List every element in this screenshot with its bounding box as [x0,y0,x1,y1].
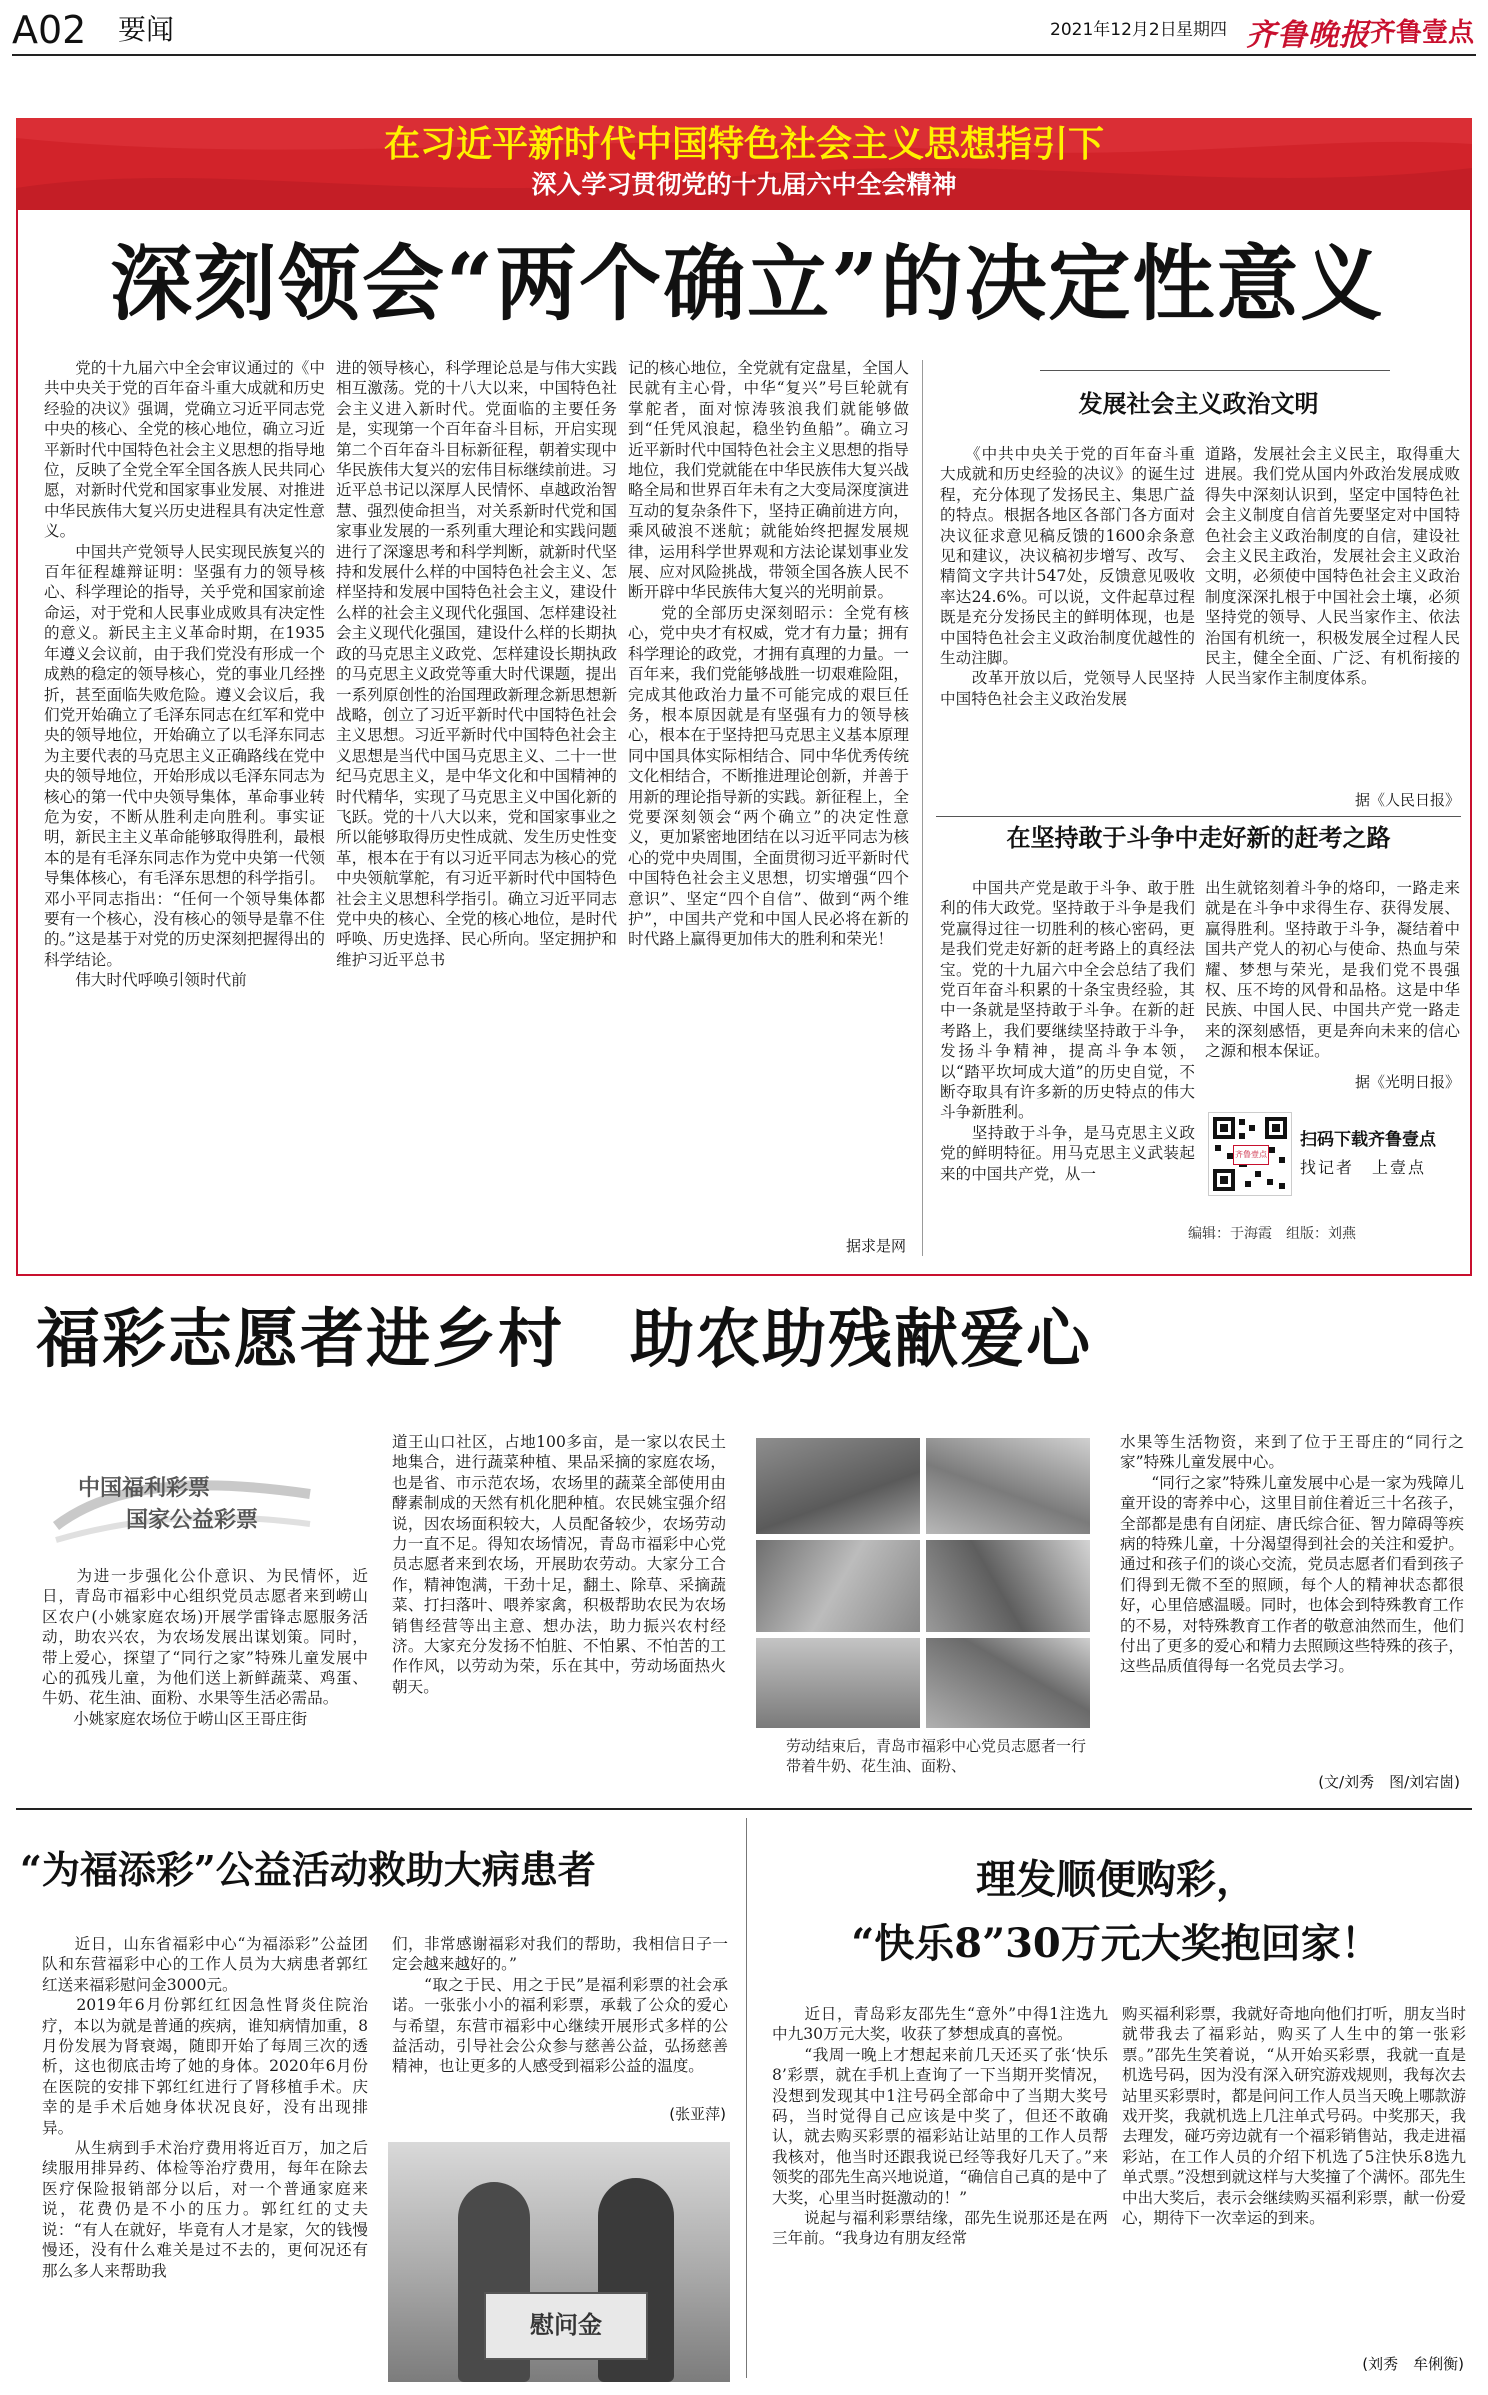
bottom-column-divider [746,1818,747,2378]
charity-credit: (张亚萍) [669,2105,726,2123]
lottery-column-2: 道王山口社区，占地100多亩，是一家以农民土地集合，进行蔬菜种植、果品采摘的家庭农场，也是省、市示范农场，农场里的蔬菜全部使用由酵素制成的天然有机化肥种植。农民姚宝强介绍说，因农场面积较大，人员配备较少，农场劳动力一直不足。得知农场情况，青岛市福彩中心党员志愿者来到农场，开展助农劳动。大家分工合作，精神饱满，干劲十足，翻土、除草、采摘蔬菜、打扫落叶、喂养家禽，积极帮助农民为农场销售经营等出主意、想办法，助力振兴农村经济。大家充分发扬不怕脏、不怕累、不怕苦的工作作风，以劳动为荣，乐在其中，劳动场面热火朝天。 [392,1433,726,1696]
photo-donation [926,1638,1090,1728]
lead-headline: 深刻领会“两个确立”的决定性意义 [110,236,1385,332]
qr-center-label: 齐鲁壹点 [1233,1145,1269,1165]
brand-sub: 齐鲁壹点 [1370,18,1475,48]
lottery-column-4: 水果等生活物资，来到了位于王哥庄的“同行之家”特殊儿童发展中心。 “同行之家”特殊儿童发展中心是一家为残障儿童开设的寄养中心，这里目前住着近三十名孩子，全部都是患有自闭症、唐氏综合征、智力障碍等疾病的特殊儿童，十分渴望得到社会的关注和爱护。通过和孩子们的谈心交流，党员志愿者们看到孩子们得到无微不至的照顾，每个人的精神状态都很好，心里倍感温暖。同时，也体会到特殊教育工作的不易，对特殊教育工作者的敬意油然而生，他们付出了更多的爱心和精力去照顾这些特殊的孩子，这些品质值得每一名党员去学习。 [1120,1433,1464,1676]
section-label: 要闻 [118,13,175,46]
banner-title: 在习近平新时代中国特色社会主义思想指引下 [383,124,1104,165]
struggle-source: 据《光明日报》 [1354,1073,1460,1091]
volunteer-photo-caption: 劳动结束后，青岛市福彩中心党员志愿者一行带着牛奶、花生油、面粉、 [786,1737,1086,1775]
lottery-headline: 福彩志愿者进乡村 助农助残献爱心 [36,1302,1092,1377]
charity-photo-board-text: 慰问金 [530,2310,602,2339]
struggle-column-1: 中国共产党是敢于斗争、敢于胜利的伟大政党。坚持敢于斗争是我们党赢得过往一切胜利的核心密码，更是我们党走好新的赶考路上的真经法宝。党的十九届六中全会总结了我们党百年奋斗积累的十条宝贵经验，其中一条就是坚持敢于斗争。在新的赶考路上，我们要继续坚持敢于斗争，发扬斗争精神，提高斗争本领，以“踏平坎坷成大道”的历史自觉，不断夺取具有许多新的历史特点的伟大斗争新胜利。 坚持敢于斗争，是马克思主义政党的鲜明特征。用马克思主义武装起来的中国共产党，从一 [940,879,1195,1183]
lottery-logo-line1: 中国福利彩票 [78,1476,211,1501]
charity-column-2: 们，非常感谢福彩对我们的帮助，我相信日子一定会越来越好的。” “取之于民、用之于民”是福利彩票的社会承诺。一张张小小的福利彩票，承载了公众的爱心与希望，东营市福彩中心继续开展形式多样的公益活动，引导社会公众参与慈善公益，弘扬慈善精神，也让更多的人感受到福彩公益的温度。 [392,1935,728,2076]
photo-children-center [756,1638,920,1728]
lottery-column-1: 为进一步强化公仆意识、为民情怀，近日，青岛市福彩中心组织党员志愿者来到崂山区农户(小姚家庭农场)开展学雷锋志愿服务活动，助农兴农，为农场发展出谋划策。同时，带上爱心，探望了“同行之家”特殊儿童发展中心的孤残儿童，为他们送上新鲜蔬菜、鸡蛋、牛奶、花生油、面粉、水果等生活必需品。 小姚家庭农场位于崂山区王哥庄街 [42,1567,368,1728]
page-code: A02 [12,8,87,52]
qr-code[interactable] [1208,1112,1292,1196]
volunteer-photo-collage [756,1438,1090,1728]
editor-credit: 编辑：于海霞 组版：刘燕 [1188,1226,1356,1242]
politics-source: 据《人民日报》 [1354,791,1460,809]
photo-farm-work [756,1438,920,1534]
winner-column-1: 近日，青岛彩友邵先生“意外”中得1注选九中九30万元大奖，收获了梦想成真的喜悦。 “我周一晚上才想起来前几天还买了张‘快乐8’彩票，就在手机上查询了一下当期开奖情况，没想到发现其中1注号码全部命中了当期大奖号码，当时觉得自己应该是中奖了，但还不敢确认，就去购买彩票的福彩站让站里的工作人员帮我核对，他当时还跟我说已经等我好几天了。”来领奖的邵先生高兴地说道，“确信自己真的是中了大奖，心里当时挺激动的！” 说起与福利彩票结缘，邵先生说那还是在两三年前。“我身边有朋友经常 [772,2005,1108,2248]
lead-source: 据求是网 [845,1237,906,1255]
header-divider [12,54,1476,56]
politics-column-2: 道路，发展社会主义民主，取得重大进展。我们党从国内外政治发展成败得失中深刻认识到，坚定中国特色社会主义制度自信首先要坚定对中国特色社会主义政治制度的自信，建设社会主义民主政治，发展社会主义政治文明，必须使中国特色社会主义政治制度深深扎根于中国社会土壤，必须坚持党的领导、人民当家作主、依法治国有机统一，积极发展全过程人民民主，健全全面、广泛、有机衔接的人民当家作主制度体系。 [1205,445,1460,688]
qr-caption-line1: 扫码下载齐鲁壹点 [1300,1130,1436,1150]
charity-column-1: 近日，山东省福彩中心“为福添彩”公益团队和东营福彩中心的工作人员为大病患者郭红红送来福彩慰问金3000元。 2019年6月份郭红红因急性肾炎住院治疗，本以为就是普通的疾病，谁知病情加重，8月份发展为肾衰竭，随即开始了每周三次的透析，这也彻底击垮了她的身体。2020年6月份在医院的安排下郭红红进行了肾移植手术。庆幸的是手术后她身体状况良好，没有出现排异。 从生病到手术治疗费用将近百万，加之后续服用排异药、体检等治疗费用，每年在除去医疗保险报销部分以后，对一个普通家庭来说，花费仍是不小的压力。郭红红的丈夫说：“有人在就好，毕竟有人才是家，欠的钱慢慢还，没有什么难关是过不去的，更何况还有那么多人来帮助我 [42,1935,368,2280]
charity-headline: “为福添彩”公益活动救助大病患者 [20,1847,596,1892]
brand-logo [1246,6,1482,53]
lead-column-3: 记的核心地位，全党就有定盘星，全国人民就有主心骨，中华“复兴”号巨轮就有掌舵者，面对惊涛骇浪我们就能够做到“任凭风浪起，稳坐钓鱼船”。确立习近平新时代中国特色社会主义思想的指导地位，我们党就能在中华民族伟大复兴战略全局和世界百年未有之大变局深度演进互动的复杂条件下，坚持正确前进方向，乘风破浪不迷航；就能始终把握发展规律，运用科学世界观和方法论谋划事业发展、应对风险挑战，带领全国各族人民不断开辟中华民族伟大复兴的光明前景。 党的全部历史深刻昭示：全党有核心，党中央才有权威，党才有力量；拥有科学理论的政党，才拥有真理的力量。一百年来，我们党能够战胜一切艰难险阻，完成其他政治力量不可能完成的艰巨任务，根本原因就是有坚强有力的领导核心，根本在于坚持把马克思主义基本原理同中国具体实际相结合、同中华优秀传统文化相结合，不断推进理论创新，并善于用新的理论指导新的实践。新征程上，全党要深刻领会“两个确立”的决定性意义，更加紧密地团结在以习近平同志为核心的党中央周围，全面贯彻习近平新时代中国特色社会主义思想，切实增强“四个意识”、坚定“四个自信”、做到“两个维护”，中国共产党和中国人民必将在新的时代路上赢得更加伟大的胜利和荣光！ [628,359,909,949]
theme-banner [16,118,1472,210]
photo-harvest [926,1540,1090,1632]
banner-subtitle: 深入学习贯彻党的十九届六中全会精神 [531,170,957,199]
lead-column-1: 党的十九届六中全会审议通过的《中共中央关于党的百年奋斗重大成就和历史经验的决议》强调，党确立习近平同志党中央的核心、全党的核心地位，确立习近平新时代中国特色社会主义思想的指导地位，反映了全党全军全国各族人民共同心愿，对新时代党和国家事业发展、对推进中华民族伟大复兴历史进程具有决定性意义。 中国共产党领导人民实现民族复兴的百年征程雄辩证明：坚强有力的领导核心、科学理论的指导，关乎党和国家前途命运，对于党和人民事业成败具有决定性的意义。新民主主义革命时期，在1935年遵义会议前，由于我们党没有形成一个成熟的稳定的领导核心，党的事业几经挫折，甚至面临失败危险。遵义会议后，我们党开始确立了毛泽东同志在红军和党中央的领导地位，开始确立了以毛泽东同志为主要代表的马克思主义正确路线在党中央的领导地位，开始形成以毛泽东同志为核心的第一代中央领导集体，革命事业转危为安，不断从胜利走向胜利。事实证明，新民主主义革命能够取得胜利，最根本的是有毛泽东同志作为党中央第一代领导集体核心，有毛泽东思想的科学指引。邓小平同志指出：“任何一个领导集体都要有一个核心，没有核心的领导是靠不住的。”这是基于对党的历史深刻把握得出的科学结论。 伟大时代呼唤引领时代前 [44,359,325,990]
issue-weekday: 星期四 [1176,20,1227,40]
lead-column-divider [922,360,923,1256]
lottery-bottom-rule [16,1808,1472,1810]
politics-top-rule [1040,370,1390,371]
politics-column-1: 《中共中央关于党的百年奋斗重大成就和历史经验的决议》的诞生过程，充分体现了发扬民主、集思广益的特点。根据各地区各部门各方面对决议征求意见稿反馈的1600余条意见和建议，决议稿初步增写、改写、精简文字共计547处，反馈意见吸收率达24.6%。可以说，文件起草过程既是充分发扬民主的鲜明体现，也是中国特色社会主义政治制度优越性的生动注脚。 改革开放以后，党领导人民坚持中国特色社会主义政治发展 [940,445,1195,708]
issue-date: 2021年12月2日 [1050,20,1177,40]
lead-column-2: 进的领导核心，科学理论总是与伟大实践相互激荡。党的十八大以来，中国特色社会主义进入新时代。党面临的主要任务是，实现第一个百年奋斗目标，开启实现第二个百年奋斗目标新征程，朝着实现中华民族伟大复兴的宏伟目标继续前进。习近平总书记以深厚人民情怀、卓越政治智慧、强烈使命担当，对关系新时代党和国家事业发展的一系列重大理论和实践问题进行了深邃思考和科学判断，就新时代坚持和发展什么样的中国特色社会主义、怎样坚持和发展中国特色社会主义，建设什么样的社会主义现代化强国、怎样建设社会主义现代化强国，建设什么样的长期执政的马克思主义政党、怎样建设长期执政的马克思主义政党等重大时代课题，提出一系列原创性的治国理政新理念新思想新战略，创立了习近平新时代中国特色社会主义思想。习近平新时代中国特色社会主义思想是当代中国马克思主义、二十一世纪马克思主义，是中华文化和中国精神的时代精华，实现了马克思主义中国化新的飞跃。党的十八大以来，党和国家事业之所以能够取得历史性成就、发生历史性变革，根本在于有以习近平同志为核心的党中央领航掌舵，有习近平新时代中国特色社会主义思想科学指引。确立习近平同志党中央的核心、全党的核心地位，是时代呼唤、历史选择、民心所向。坚定拥护和维护习近平总书 [336,359,617,969]
winner-headline-line1: 理发顺便购彩， [976,1856,1256,1903]
lottery-logo [48,1466,318,1550]
winner-headline-line2: “快乐8”30万元大奖抱回家！ [851,1920,1381,1967]
qr-caption-line2: 找记者 上壹点 [1300,1158,1427,1177]
charity-photo [388,2142,730,2382]
photo-greenhouse [756,1540,920,1632]
politics-headline: 发展社会主义政治文明 [1078,390,1319,418]
politics-bottom-rule [936,816,1461,817]
lottery-logo-line2: 国家公益彩票 [126,1508,259,1533]
winner-column-2: 购买福利彩票，我就好奇地向他们打听，朋友当时就带我去了福彩站，购买了人生中的第一张彩票。”邵先生笑着说，“从开始买彩票，我就一直是机选号码，因为没有深入研究游戏规则，我每次去站里买彩票时，都是问问工作人员当天晚上哪款游戏开奖，我就机选上几注单式号码。中奖那天，我去理发，碰巧旁边就有一个福彩销售站，我走进福彩站，在工作人员的介绍下机选了5注快乐8选九单式票。”没想到就这样与大奖撞了个满怀。邵先生中出大奖后，表示会继续购买福利彩票，献一份爱心，期待下一次幸运的到来。 [1122,2005,1466,2228]
struggle-headline: 在坚持敢于斗争中走好新的赶考之路 [1006,824,1391,852]
lottery-credit: (文/刘秀 图/刘宕崮) [1318,1773,1460,1791]
photo-volunteers-field [926,1438,1090,1534]
brand-main: 齐鲁晚报 [1246,18,1370,53]
winner-credit: (刘秀 牟俐衡) [1362,2355,1464,2373]
struggle-column-2: 出生就铭刻着斗争的烙印，一路走来就是在斗争中求得生存、获得发展、赢得胜利。坚持敢于斗争，凝结着中国共产党人的初心与使命、热血与荣耀、梦想与荣光，是我们党不畏强权、压不垮的风骨和品格。这是中华民族、中国人民、中国共产党一路走来的深刻感悟，更是奔向未来的信心之源和根本保证。 [1205,879,1460,1061]
charity-donation-board [484,2292,648,2360]
